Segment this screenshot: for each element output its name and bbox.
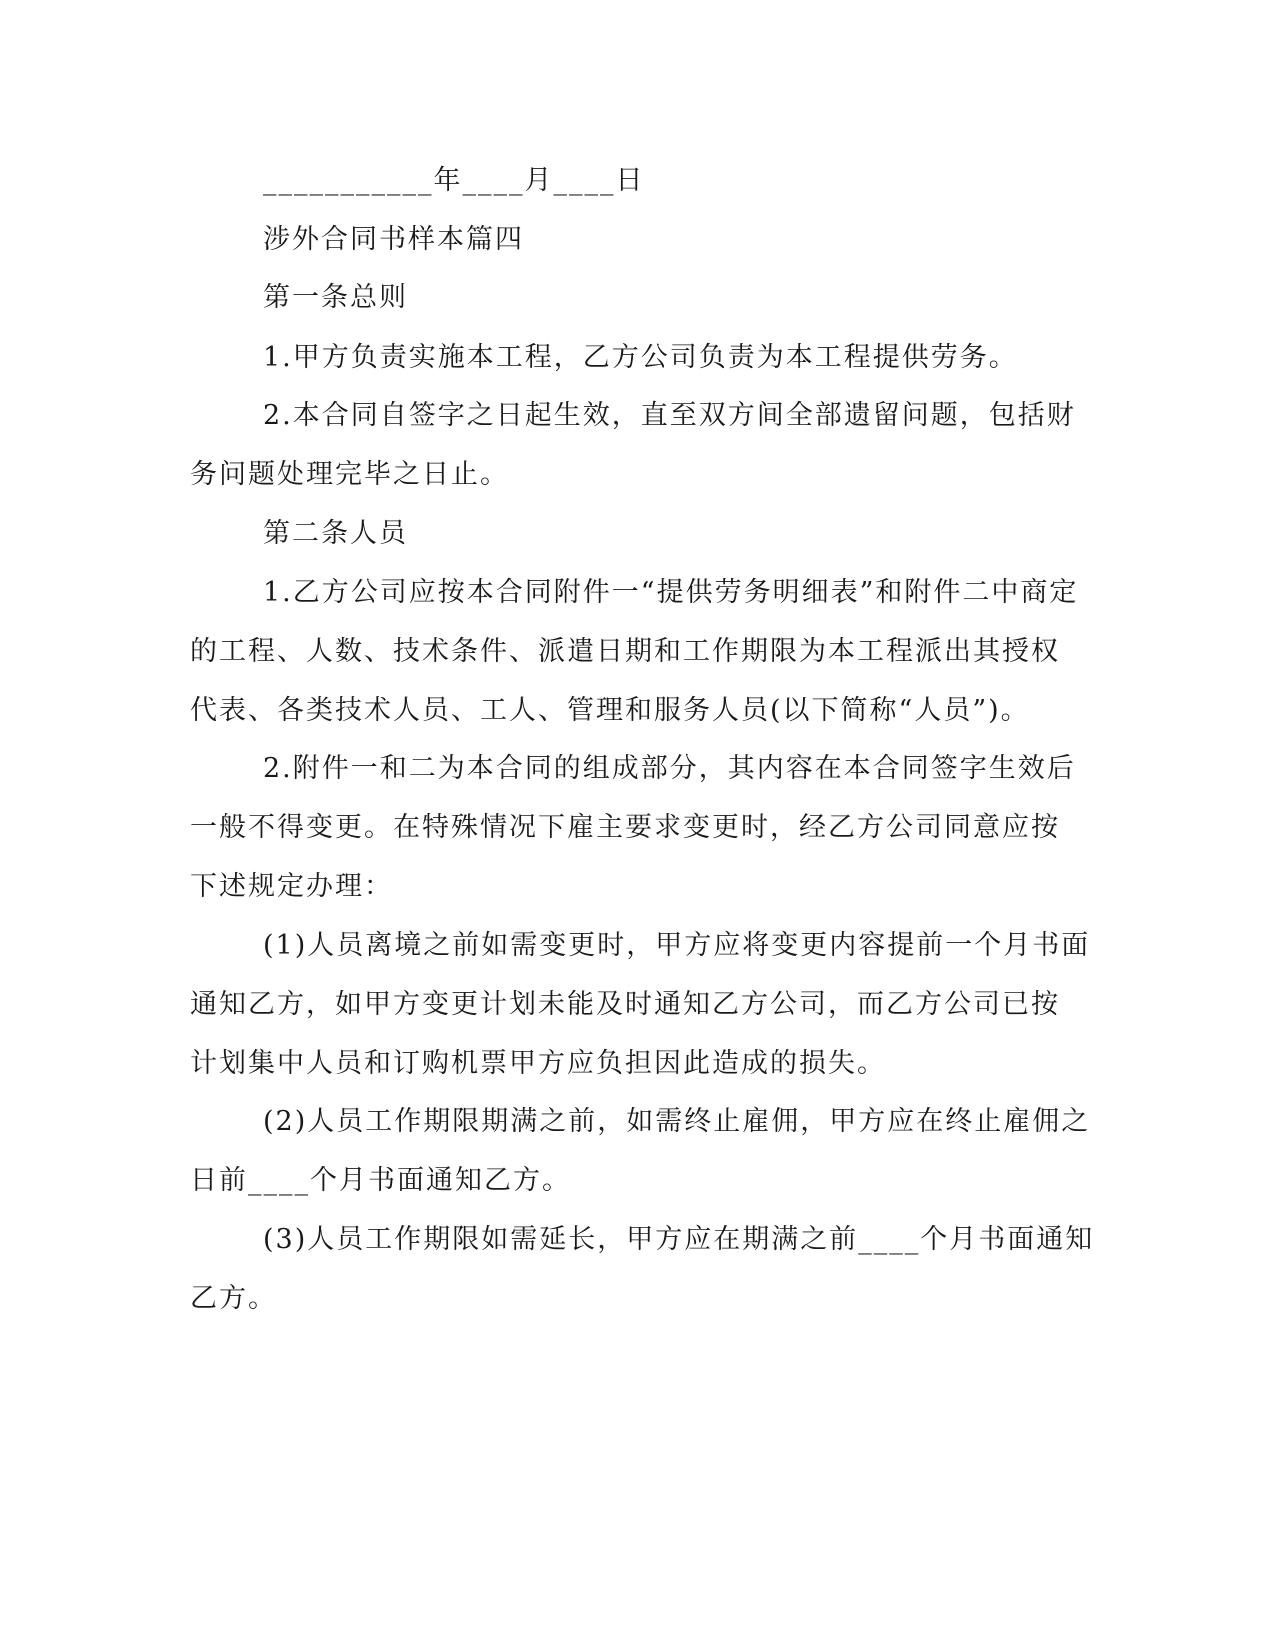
paragraph-line: 2.附件一和二为本合同的组成部分，其内容在本合同签字生效后 bbox=[263, 753, 1076, 784]
paragraph-line: 日前____个月书面通知乙方。 bbox=[190, 1165, 571, 1196]
paragraph-line: 务问题处理完毕之日止。 bbox=[190, 459, 509, 490]
paragraph-line: 下述规定办理： bbox=[190, 871, 393, 902]
paragraph-line: 2.本合同自签字之日起生效，直至双方间全部遗留问题，包括财 bbox=[263, 400, 1076, 431]
date-line: ___________年____月____日 bbox=[263, 165, 645, 196]
paragraph-line: 1.甲方负责实施本工程，乙方公司负责为本工程提供劳务。 bbox=[263, 342, 1018, 373]
paragraph-line: 代表、各类技术人员、工人、管理和服务人员(以下简称“人员”)。 bbox=[190, 695, 1030, 726]
paragraph-line: 一般不得变更。在特殊情况下雇主要求变更时，经乙方公司同意应按 bbox=[190, 812, 1060, 843]
paragraph-line: 乙方。 bbox=[190, 1283, 277, 1314]
paragraph-line: 的工程、人数、技术条件、派遣日期和工作期限为本工程派出其授权 bbox=[190, 636, 1060, 667]
paragraph-line: (2)人员工作期限期满之前，如需终止雇佣，甲方应在终止雇佣之 bbox=[263, 1106, 1091, 1137]
paragraph-line: (3)人员工作期限如需延长，甲方应在期满之前____个月书面通知 bbox=[263, 1224, 1095, 1255]
paragraph-line: (1)人员离境之前如需变更时，甲方应将变更内容提前一个月书面 bbox=[263, 930, 1091, 961]
section-title: 涉外合同书样本篇四 bbox=[263, 224, 524, 255]
article-heading-1: 第一条总则 bbox=[263, 282, 408, 313]
article-heading-2: 第二条人员 bbox=[263, 518, 408, 549]
paragraph-line: 计划集中人员和订购机票甲方应负担因此造成的损失。 bbox=[190, 1048, 886, 1079]
paragraph-line: 1.乙方公司应按本合同附件一“提供劳务明细表”和附件二中商定 bbox=[263, 577, 1079, 608]
paragraph-line: 通知乙方，如甲方变更计划未能及时通知乙方公司，而乙方公司已按 bbox=[190, 989, 1060, 1020]
